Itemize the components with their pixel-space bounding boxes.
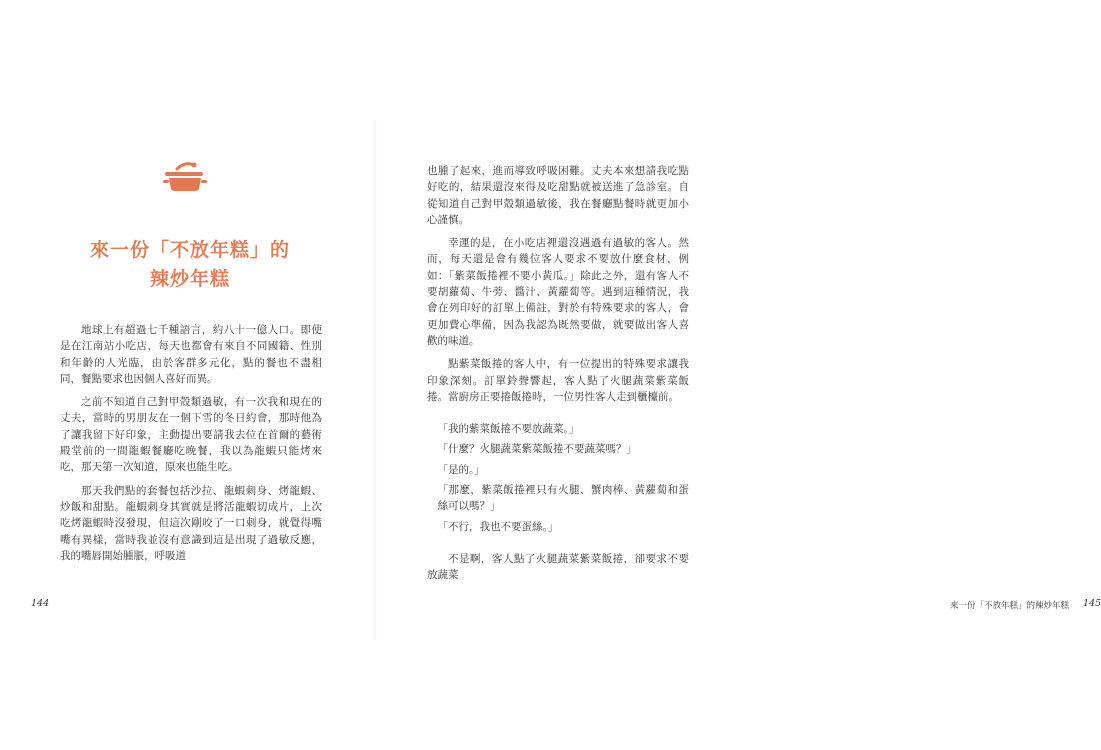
left-page <box>0 0 375 750</box>
chapter-title-line-2: 辣炒年糕 <box>149 268 230 290</box>
page-number-left: 144 <box>31 598 50 609</box>
paragraph: 之前不知道自己對甲殼類過敏，有一次我和現在的丈夫，當時的男朋友在一個下雪的冬日約會，那時他為了讓我留下好印象，主動提出要請我去位在首爾的藝術殿堂前的一間龍蝦餐廳吃晚餐，我以為龍蝦只能烤來吃，那天第一次知道，原來也能生吃。 <box>60 396 322 474</box>
paragraph: 那天我們點的套餐包括沙拉、龍蝦刺身、烤龍蝦、炒飯和甜點。龍蝦刺身其實就是將活龍蝦切成片，上次吃烤龍蝦時沒發現，但這次剛咬了一口刺身，就覺得嘴嘴有異樣，當時我並沒有意識到這是出現了過敏反應，我的嘴唇開始腫脹，呼吸道 <box>60 484 322 562</box>
paragraph: 不是啊，客人點了火腿蔬菜紫菜飯捲，卻要求不要放蔬菜 <box>427 552 689 582</box>
page-number-right: 145 <box>1083 598 1101 609</box>
dialog-line: 「是的。」 <box>437 463 485 476</box>
paragraph: 地球上有超過七千種語言，約八十一億人口。即使是在江南站小吃店，每天也都會有來自不同國籍、性別和年齡的人光臨，由於客群多元化，點的餐也不盡相同，餐點要求也因個人喜好而異。 <box>60 324 322 385</box>
dialog-line: 「那麼，紫菜飯捲裡只有火腿、蟹肉棒、黃蘿蔔和蛋絲可以嗎？」 <box>437 484 689 513</box>
right-body-text <box>427 163 689 591</box>
left-body-text <box>60 322 322 571</box>
dialog-line: 「什麼？火腿蔬菜紫菜飯捲不要蔬菜嗎？」 <box>437 443 637 456</box>
paragraph: 幸運的是，在小吃店裡還沒遇過有過敏的客人。然而，每天還是會有幾位客人要求不要放什麼食材，例如：「紫菜飯捲裡不要小黃瓜。」除此之外，還有客人不要胡蘿蔔、牛蒡、醬汁、黃蘿蔔等。遇到這種情況，我會在列印好的訂單上備註，對於有特殊要求的客人，會更加費心準備，因為我認為既然要做，就要做出客人喜歡的味道。 <box>427 237 689 347</box>
chapter-title-line-1: 來一份「不放年糕」的 <box>89 239 290 261</box>
pot-icon <box>161 159 209 193</box>
paragraph: 點紫菜飯捲的客人中，有一位提出的特殊要求讓我印象深刻。訂單鈴聲響起，客人點了火腿蔬菜紫菜飯捲。當廚房正要捲飯捲時，一位男性客人走到櫃檯前。 <box>427 358 689 403</box>
dialog-line: 「我的紫菜飯捲不要放蔬菜。」 <box>437 423 580 436</box>
dialog-line: 「不行，我也不要蛋絲。」 <box>437 520 559 533</box>
chapter-title <box>70 236 310 294</box>
running-head: 來一份「不放年糕」的辣炒年糕 <box>950 601 1070 611</box>
paragraph: 也腫了起來，進而導致呼吸困難。丈夫本來想請我吃點好吃的，結果還沒來得及吃甜點就被送進了急診室。自從知道自己對甲殼類過敏後，我在餐廳點餐時就更加小心謹慎。 <box>427 165 689 226</box>
